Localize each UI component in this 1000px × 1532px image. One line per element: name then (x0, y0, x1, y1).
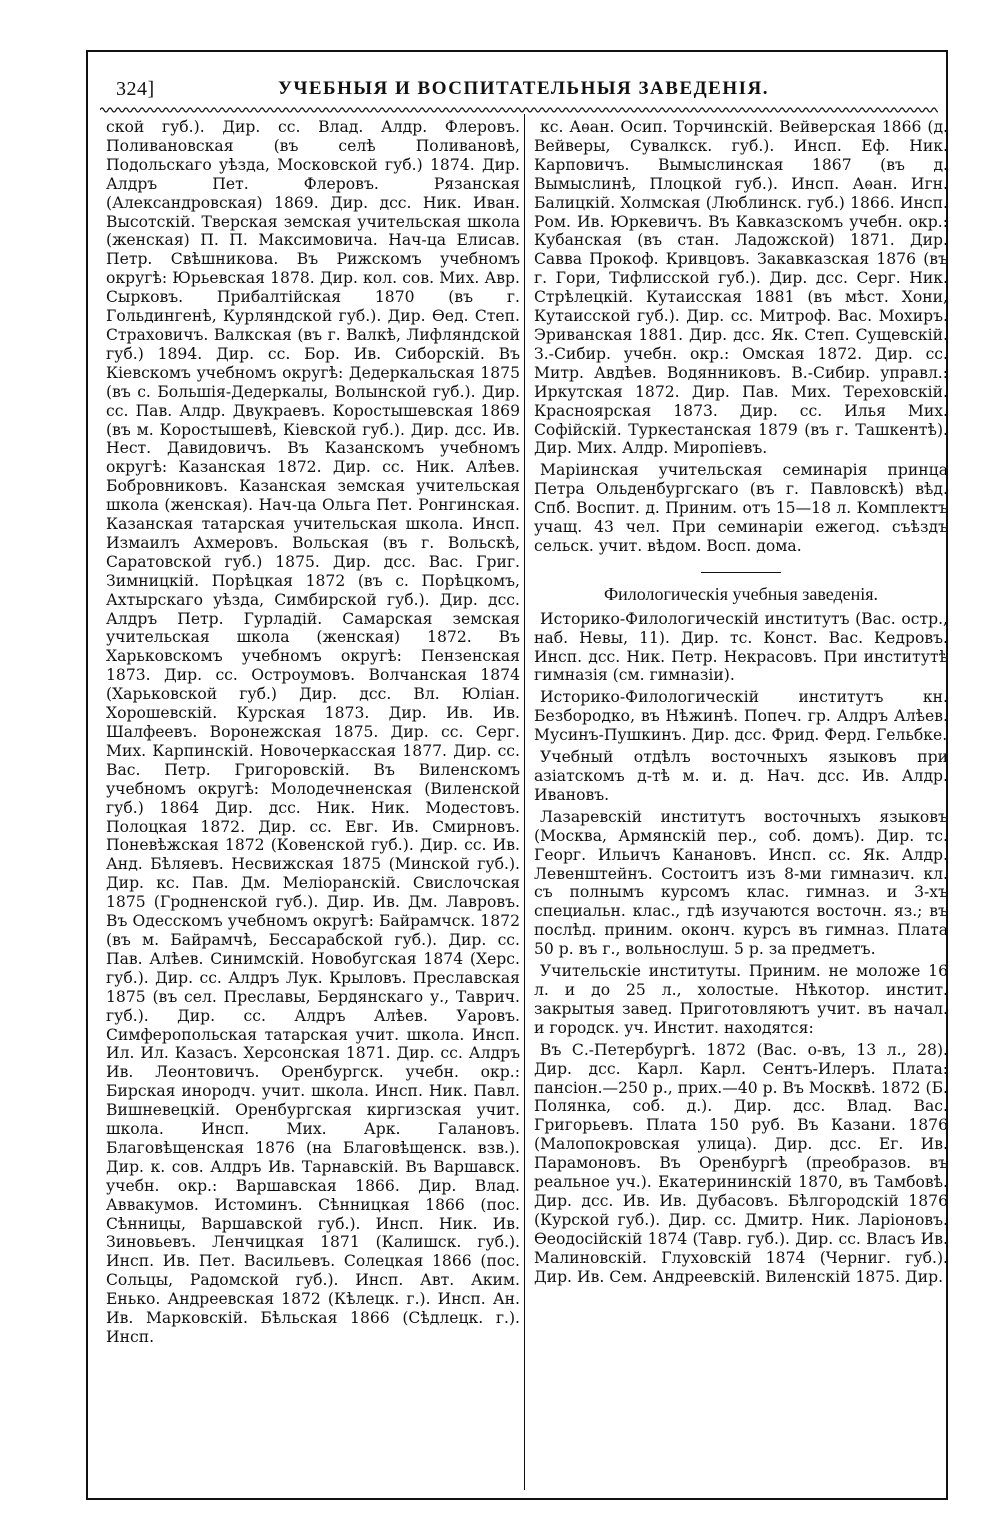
column-divider (524, 114, 525, 1490)
paragraph: Учебный отдѣлъ восточныхъ языковъ при азіатскомъ д-тѣ м. и. д. Нач. дсс. Ив. Алдр. Ивановъ. (534, 748, 948, 804)
paragraph: Лазаревскій институтъ восточныхъ языковъ (Москва, Армянскій пер., соб. домъ). Дир. тс. Георг. Ильичъ Канановъ. Инсп. сс. Як. Алдр. Левенштейнъ. Состоитъ изъ 8-ми гимназич. кл. съ полнымъ курсомъ клас. гимназ. и 3-хъ специальн. клас., гдѣ изучаются восточн. яз.; въ послѣд. приним. оконч. курсъ въ гимназ. Плата 50 р. въ г., вольнослуш. 5 р. за предметъ. (534, 807, 948, 959)
right-column-intro: кс. Аѳан. Осип. Торчинскій. Вейверская 1866 (д. Вейверы, Сувалкск. губ.). Инсп. Еф. Ник. Карповичъ. Вымыслинская 1867 (въ д. Вымыслинѣ, Плоцкой губ.). Инсп. Аѳан. Игн. Балицкій. Холмская (Люблинск. губ.) 1866. Инсп. Ром. Ив. Юркевичъ. Въ Кавказскомъ учебн. окр.: Кубанская (въ стан. Ладожской) 1871. Дир. Савва Прокоф. Кривцовъ. Закавказская 1876 (въ г. Гори, Тифлисской губ.). Дир. дсс. Серг. Ник. Стрѣлецкій. Кутаисская 1881 (въ мѣст. Хони, Кутаисской губ.). Дир. сс. Митроф. Вас. Мохиръ. Эриванская 1881. Дир. дсс. Як. Степ. Сущевскій. З.-Сибир. учебн. окр.: Омская 1872. Дир. сс. Митр. Авдѣев. Водянниковъ. В.-Сибир. управл.: Иркутская 1872. Дир. Пав. Мих. Тереховскій. Красноярская 1873. Дир. сс. Илья Мих. Софійскій. Туркестанская 1879 (въ г. Ташкентѣ). Дир. Мих. Алдр. Миропіевъ. (534, 118, 948, 458)
left-column (106, 118, 520, 1488)
paragraph: Въ С.-Петербургѣ. 1872 (Вас. о-въ, 13 л., 28). Дир. дсс. Карл. Карл. Сентъ-Илеръ. Плата: пансіон.—250 р., прих.—40 р. Въ Москвѣ. 1872 (Б. Полянка, соб. д.). Дир. дсс. Влад. Вас. Григорьевъ. Плата 150 руб. Въ Казани. 1876 (Малопокровская улица). Дир. дсс. Ег. Ив. Парамоновъ. Въ Оренбургѣ (преобразов. въ реальное уч.). Екатерининскій 1870, въ Тамбовѣ. Дир. дсс. Ив. Ив. Дубасовъ. Бѣлгородскій 1876 (Курской губ.). Дир. сс. Дмитр. Ник. Ларіоновъ. Ѳеодосійскій 1874 (Тавр. губ.). Дир. сс. Власъ Ив. Малиновскій. Глуховскій 1874 (Черниг. губ.). Дир. Ив. Сем. Андреевскій. Виленскій 1875. Дир. (534, 1040, 948, 1286)
paragraph: Историко-Филологическій институтъ кн. Безбородко, въ Нѣжинѣ. Попеч. гр. Алдръ Алѣев. Мусинъ-Пушкинъ. Дир. дсс. Фрид. Ферд. Гельбке. (534, 688, 948, 745)
page-header (88, 52, 946, 102)
right-column (534, 118, 948, 1488)
section-divider (701, 572, 781, 573)
wavy-rule (100, 105, 938, 115)
running-title: УЧЕБНЫЯ И ВОСПИТАТЕЛЬНЫЯ ЗАВЕДЕНІЯ. (278, 78, 770, 99)
paragraph: Учительскіе институты. Приним. не моложе 16 л. и до 25 л., холостые. Нѣкотор. инстит. закрытыя завед. Приготовляютъ учит. въ начал. и городск. уч. Инстит. находятся: (534, 962, 948, 1037)
paragraph: Историко-Филологическій институтъ (Вас. остр., наб. Невы, 11). Дир. тс. Конст. Вас. Кедровъ. Инсп. дсс. Ник. Петр. Некрасовъ. При институтѣ гимназія (см. гимназіи). (534, 609, 948, 685)
left-column-text: ской губ.). Дир. сс. Влад. Алдр. Флеровъ. Поливановская (въ селѣ Поливановѣ, Подольскаго уѣзда, Московской губ.) 1874. Дир. Алдръ Пет. Флеровъ. Рязанская (Александровская) 1869. Дир. дсс. Ник. Иван. Высотскій. Тверская земская учительская школа (женская) П. П. Максимовича. Нач-ца Елисав. Петр. Свѣшникова. Въ Рижскомъ учебномъ округѣ: Юрьевская 1878. Дир. кол. сов. Мих. Авр. Сырковъ. Прибалтійская 1870 (въ г. Гольдингенѣ, Курляндской губ.). Дир. Ѳед. Степ. Страховичъ. Валкская (въ г. Валкѣ, Лифляндской губ.) 1894. Дир. сс. Бор. Ив. Сиборскій. Въ Кіевскомъ учебномъ округѣ: Дедеркальская 1875 (въ с. Большія-Дедеркалы, Волынской губ.). Дир. сс. Пав. Алдр. Двукраевъ. Коростышевская 1869 (въ м. Коростышевѣ, Кіевской губ.). Дир. дсс. Ив. Нест. Давидовичъ. Въ Казанскомъ учебномъ округѣ: Казанская 1872. Дир. сс. Ник. Алѣев. Бобровниковъ. Казанская земская учительская школа (женская). Нач-ца Ольга Пет. Ронгинская. Казанская татарская учительская школа. Инсп. Измаилъ Ахмеровъ. Вольская (въ г. Вольскѣ, Саратовской губ.) 1875. Дир. дсс. Вас. Григ. Зимницкій. Порѣцкая 1872 (въ с. Порѣцкомъ, Ахтырскаго уѣзда, Симбирской губ.). Дир. дсс. Алдръ Петр. Гурладій. Самарская земская учительская школа (женская) 1872. Въ Харьковскомъ учебномъ округѣ: Пензенская 1873. Дир. сс. Остроумовъ. Волчанская 1874 (Харьковской губ.) Дир. дсс. Вл. Юліан. Хорошевскій. Курская 1873. Дир. Ив. Ив. Шалфеевъ. Воронежская 1875. Дир. сс. Серг. Мих. Карпинскій. Новочеркасская 1877. Дир. сс. Вас. Петр. Григоровскій. Въ Виленскомъ учебномъ округѣ: Молодечненская (Виленской губ.) 1864 Дир. дсс. Ник. Ник. Модестовъ. Полоцкая 1872. Дир. сс. Евг. Ив. Смирновъ. Поневѣжская 1872 (Ковенской губ.). Дир. сс. Ив. Анд. Бѣляевъ. Несвижская 1875 (Минской губ.). Дир. кс. Пав. Дм. Меліоранскій. Свислочская 1875 (Гродненской губ.). Дир. Ив. Дм. Лавровъ. Въ Одесскомъ учебномъ округѣ: Байрамчск. 1872 (въ м. Байрамчѣ, Бессарабской губ.). Дир. сс. Пав. Алѣев. Синимскій. Новобугская 1874 (Херс. губ.). Дир. сс. Алдръ Лук. Крыловъ. Преславская 1875 (въ сел. Преславы, Бердянскаго у., Таврич. губ.). Дир. сс. Алдръ Алѣев. Уаровъ. Симферопольская татарская учит. школа. Инсп. Ил. Ил. Казасъ. Херсонская 1871. Дир. сс. Алдръ Ив. Леонтовичъ. Оренбургск. учебн. окр.: Бирская инородч. учит. школа. Инсп. Ник. Павл. Вишневецкій. Оренбургская киргизская учит. школа. Инсп. Мих. Арк. Галановъ. Благовѣщенская 1876 (на Благовѣщенск. взв.). Дир. к. сов. Алдръ Ив. Тарнавскій. Въ Варшавск. учебн. окр.: Варшавская 1866. Дир. Влад. Аввакумов. Истоминъ. Сѣнницкая 1866 (пос. Сѣнницы, Варшавской губ.). Инсп. Ник. Ив. Зиновьевъ. Ленчицкая 1871 (Калишск. губ.). Инсп. Ив. Пет. Васильевъ. Солецкая 1866 (пос. Сольцы, Радомской губ.). Инсп. Авт. Аким. Енько. Андреевская 1872 (Кѣлецк. г.). Инсп. Ан. Ив. Марковскій. Бѣльская 1866 (Сѣдлецк. г.). Инсп. (106, 118, 520, 1346)
book-page (86, 50, 948, 1500)
mariinsky-seminary: Маріинская учительская семинарія принца Петра Ольденбургскаго (въ г. Павловскѣ) вѣд. Спб. Воспит. д. Приним. отъ 15—18 л. Комплектъ учащ. 43 чел. При семинаріи ежегод. съѣздъ сельск. учит. вѣдом. Восп. дома. (534, 461, 948, 555)
section-heading: Филологическія учебныя заведенія. (603, 583, 879, 604)
page-number: 324] (116, 78, 155, 100)
